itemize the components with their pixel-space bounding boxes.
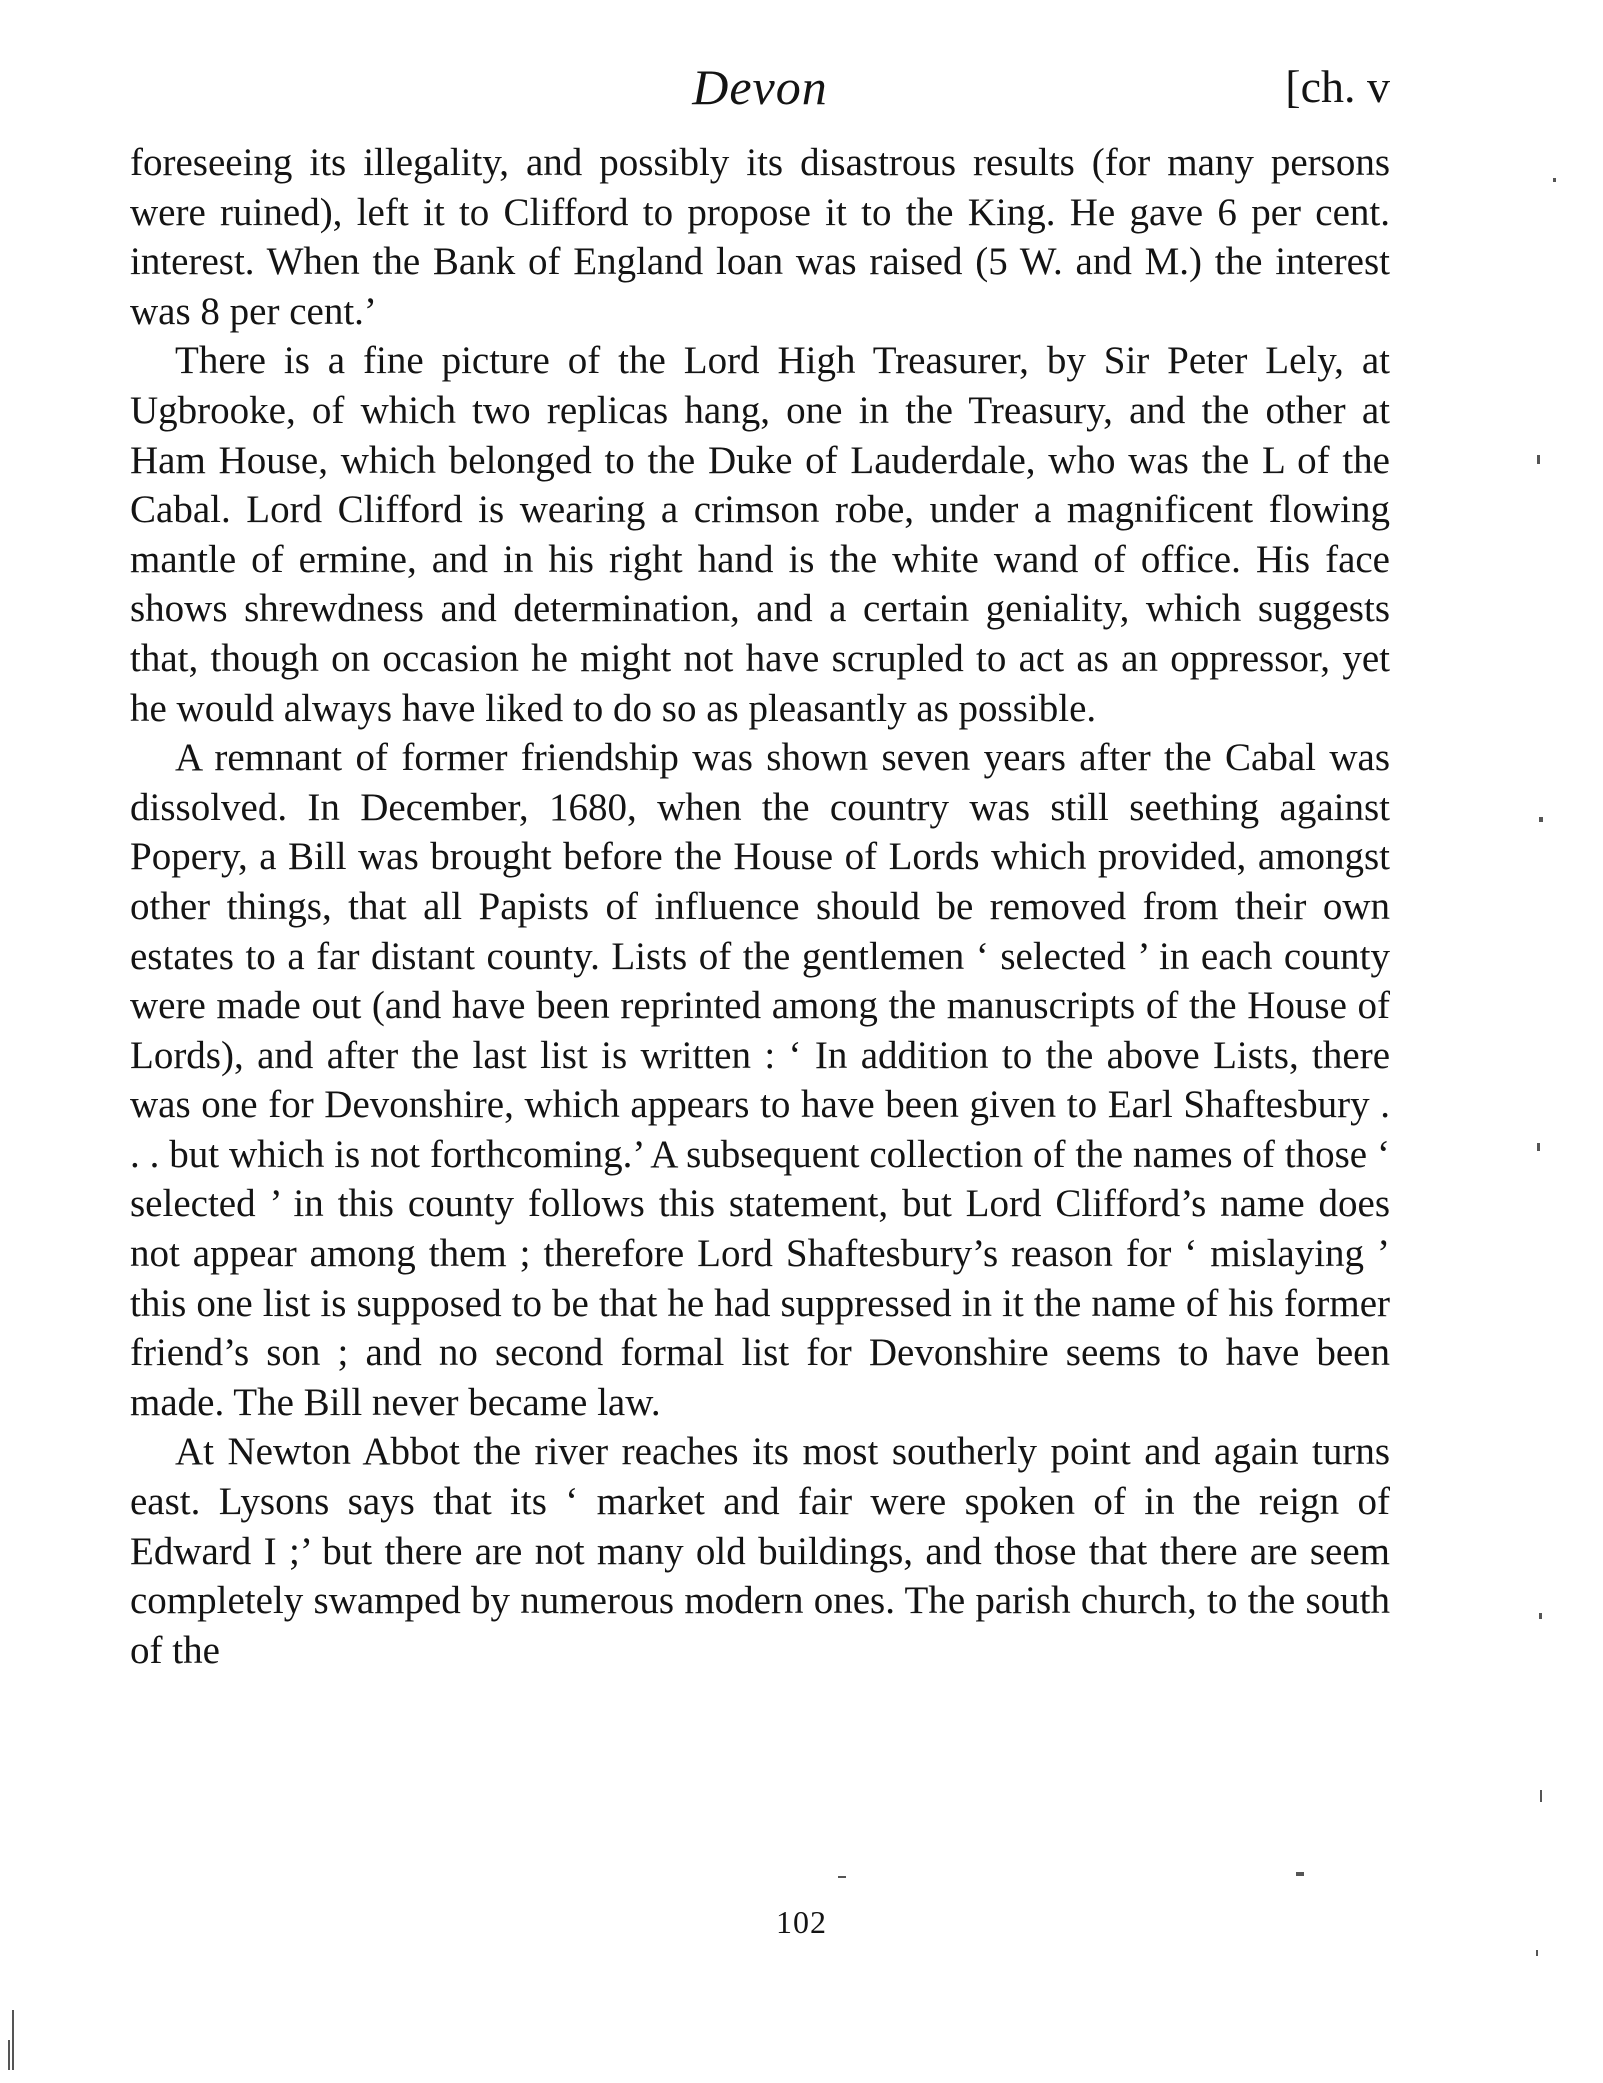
scan-speck: [1296, 1872, 1304, 1876]
paragraph-portrait: There is a fine picture of the Lord High Treasurer, by Sir Peter Lely, at Ugbrooke, of which two replicas hang, one in the Treasury, and the other at Ham House, which belonged to the Duke of Lauderdale, who was the L of the Cabal. Lord Clifford is wearing a crimson robe, under a magnificent flowing mantle of ermine, and in his right hand is the white wand of office. His face shows shrewdness and determination, and a certain geniality, which suggests that, though on occasion he might not have scrupled to act as an oppressor, yet he would always have liked to do so as pleasantly as possible.: [130, 339, 1390, 730]
scan-edge-mark: [12, 2010, 14, 2070]
paragraph-friendship: A remnant of former friendship was shown seven years after the Cabal was dissolved. In December, 1680, when the country was still seething against Popery, a Bill was brought before the House of Lords which provided, amongst other things, that all Papists of influence should be removed from their own estates to a far distant county. Lists of the gentlemen ‘ selected ’ in each county were made out (and have been reprinted among the manuscripts of the House of Lords), and after the last list is written : ‘ In addition to the above Lists, there was one for Devonshire, which appears to have been given to Earl Shaftesbury . . . but which is not forthcoming.’ A subsequent collection of the names of those ‘ selected ’ in this county follows this statement, but Lord Clifford’s name does not appear among them ; therefore Lord Shaftesbury’s reason for ‘ mislaying ’ this one list is supposed to be that he had suppressed in it the name of his former friend’s son ; and no second formal list for Devonshire seems to have been made. The Bill never became law.: [130, 736, 1390, 1424]
scan-speck: [838, 1876, 846, 1878]
scan-speck: [1537, 455, 1540, 464]
scan-speck: [1539, 1613, 1542, 1619]
running-title: Devon: [692, 59, 828, 115]
scan-speck: [1539, 817, 1543, 822]
body-text: [130, 138, 1390, 1675]
paragraph-continued: foreseeing its illegality, and possibly its disastrous results (for many persons were ruined), left it to Clifford to propose it to the King. He gave 6 per cent. interest. When the Bank of England loan was raised (5 W. and M.) the interest was 8 per cent.’: [130, 141, 1390, 333]
page-number: 102: [776, 1904, 827, 1940]
scan-speck: [1540, 1790, 1542, 1802]
scan-speck: [1553, 178, 1556, 182]
chapter-marker: [ch. v: [1285, 61, 1390, 112]
scan-edge-mark: [8, 2040, 10, 2070]
paragraph-newton-abbot: At Newton Abbot the river reaches its most southerly point and again turns east. Lysons says that its ‘ market and fair were spoken of in the reign of Edward I ;’ but there are not many old buildings, and those that there are seem completely swamped by numerous modern ones. The parish church, to the south of the: [130, 1430, 1390, 1672]
scan-speck: [1537, 1143, 1540, 1151]
running-header: [130, 58, 1390, 128]
scan-speck: [1536, 1950, 1538, 1956]
